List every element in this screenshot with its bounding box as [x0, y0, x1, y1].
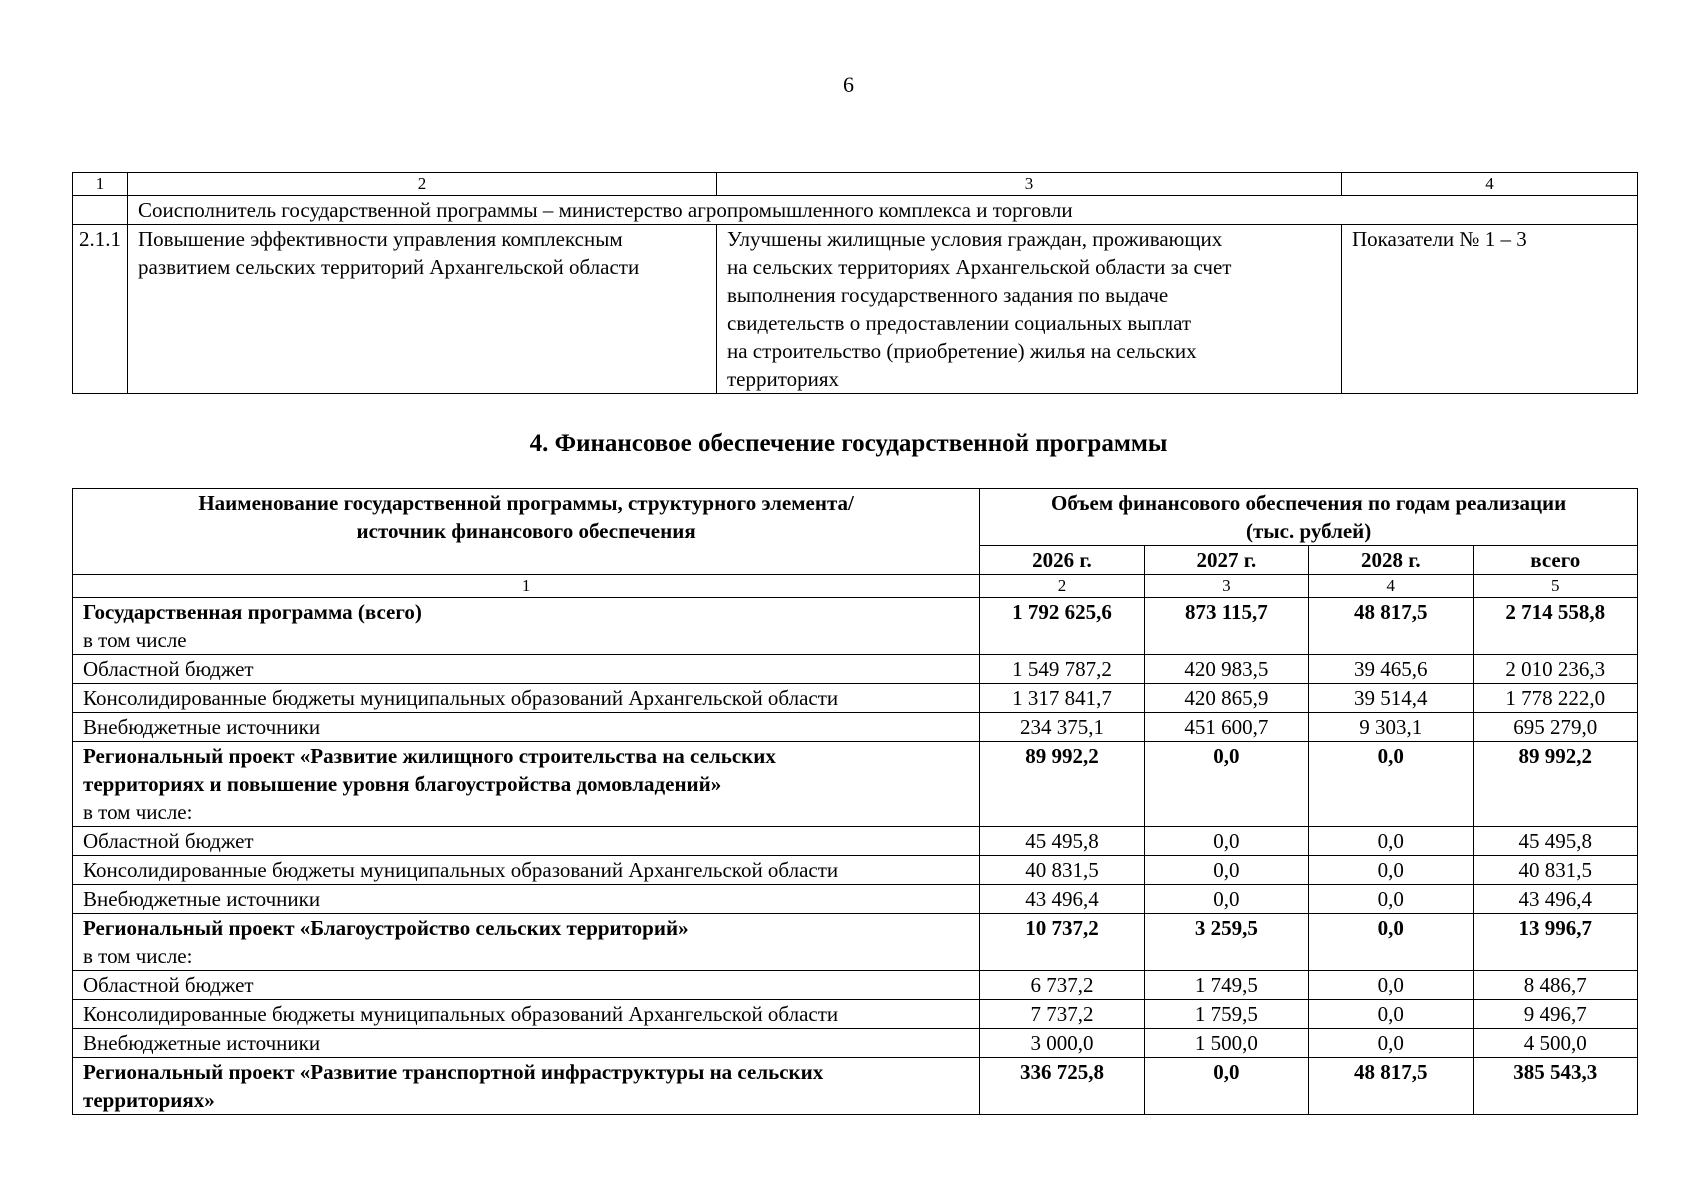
- row-year-value: 0,0: [1309, 742, 1473, 827]
- row-year-value: 39 465,6: [1309, 655, 1473, 684]
- row-name: [73, 885, 980, 914]
- row-name: [73, 1000, 980, 1029]
- finance-source-row: [73, 971, 1638, 1000]
- section-title: 4. Финансовое обеспечение государственной программы: [529, 430, 1168, 457]
- row-name-line: Региональный проект «Развитие жилищного строительства на сельских: [83, 744, 776, 768]
- row-total-value: 40 831,5: [1473, 856, 1637, 885]
- row-name: [73, 655, 980, 684]
- row-year-value: 451 600,7: [1144, 713, 1308, 742]
- row-year-value: 3 000,0: [980, 1029, 1144, 1058]
- row-total-value: 89 992,2: [1473, 742, 1637, 827]
- column-number: 5: [1473, 575, 1637, 598]
- finance-source-row: [73, 885, 1638, 914]
- column-number: 1: [73, 575, 980, 598]
- task-result-line: свидетельств о предоставлении социальных выплат: [727, 311, 1192, 335]
- row-total-value: 695 279,0: [1473, 713, 1637, 742]
- header-volume-line: (тыс. рублей): [1245, 519, 1372, 543]
- page-number: 6: [843, 72, 854, 97]
- header-name-line: источник финансового обеспечения: [356, 519, 696, 543]
- row-year-value: 1 317 841,7: [980, 684, 1144, 713]
- task-row: [73, 225, 1638, 394]
- row-year-value: 1 500,0: [1144, 1029, 1308, 1058]
- row-name: [73, 914, 980, 971]
- total-header: всего: [1473, 546, 1637, 575]
- task-name-line: развитием сельских территорий Архангельской области: [138, 255, 640, 279]
- column-number: 4: [1309, 575, 1473, 598]
- row-total-value: 2 010 236,3: [1473, 655, 1637, 684]
- column-number-row: [73, 575, 1638, 598]
- row-year-value: 0,0: [1144, 856, 1308, 885]
- header-volume-line: Объем финансового обеспечения по годам реализации: [1051, 491, 1567, 515]
- finance-group-row: [73, 914, 1638, 971]
- row-year-value: 48 817,5: [1309, 598, 1473, 655]
- row-year-value: 39 514,4: [1309, 684, 1473, 713]
- finance-group-row: [73, 598, 1638, 655]
- coexecutor-row: [73, 196, 1638, 225]
- row-name-line: Региональный проект «Благоустройство сельских территорий»: [83, 916, 689, 940]
- finance-group-row: [73, 1058, 1638, 1115]
- row-name-line: Региональный проект «Развитие транспортной инфраструктуры на сельских: [83, 1060, 824, 1084]
- finance-table: [72, 488, 1638, 1115]
- row-year-value: 0,0: [1144, 1058, 1308, 1115]
- row-name-line: Внебюджетные источники: [83, 1031, 321, 1055]
- row-year-value: 1 549 787,2: [980, 655, 1144, 684]
- row-year-value: 0,0: [1309, 1029, 1473, 1058]
- row-name: [73, 827, 980, 856]
- task-name: [128, 225, 717, 394]
- header-name: [73, 489, 980, 575]
- row-year-value: 873 115,7: [1144, 598, 1308, 655]
- row-year-value: 7 737,2: [980, 1000, 1144, 1029]
- row-year-value: 89 992,2: [980, 742, 1144, 827]
- row-name-line: Внебюджетные источники: [83, 887, 321, 911]
- row-year-value: 0,0: [1144, 742, 1308, 827]
- row-name-line: территориях»: [83, 1088, 215, 1112]
- year-header: 2026 г.: [980, 546, 1144, 575]
- row-name: [73, 1058, 980, 1115]
- row-name: [73, 598, 980, 655]
- row-year-value: 234 375,1: [980, 713, 1144, 742]
- column-number: 4: [1342, 173, 1638, 196]
- row-name-line: Внебюджетные источники: [83, 715, 321, 739]
- finance-group-row: [73, 742, 1638, 827]
- row-year-value: 0,0: [1309, 885, 1473, 914]
- row-year-value: 1 759,5: [1144, 1000, 1308, 1029]
- row-name: [73, 1029, 980, 1058]
- task-result-line: территориях: [727, 367, 840, 391]
- row-name-line: Консолидированные бюджеты муниципальных образований Архангельской области: [83, 858, 839, 882]
- task-result-line: на строительство (приобретение) жилья на сельских: [727, 339, 1197, 363]
- header-name-line: Наименование государственной программы, структурного элемента/: [198, 491, 854, 515]
- row-year-value: 3 259,5: [1144, 914, 1308, 971]
- row-year-value: 40 831,5: [980, 856, 1144, 885]
- finance-source-row: [73, 713, 1638, 742]
- row-name-line: Консолидированные бюджеты муниципальных образований Архангельской области: [83, 686, 839, 710]
- coexecutor-text: Соисполнитель государственной программы – министерство агропромышленного комплекса и торговли: [128, 196, 1638, 225]
- row-total-value: 4 500,0: [1473, 1029, 1637, 1058]
- row-total-value: 13 996,7: [1473, 914, 1637, 971]
- column-number-row: [73, 173, 1638, 196]
- row-year-value: 0,0: [1144, 885, 1308, 914]
- row-year-value: 0,0: [1309, 856, 1473, 885]
- row-subnote: в том числе: [83, 628, 187, 652]
- task-indicators: Показатели № 1 – 3: [1342, 225, 1638, 394]
- row-year-value: 0,0: [1309, 971, 1473, 1000]
- year-header: 2027 г.: [1144, 546, 1308, 575]
- finance-source-row: [73, 684, 1638, 713]
- row-subnote: в том числе:: [83, 800, 193, 824]
- column-number: 2: [128, 173, 717, 196]
- row-total-value: 45 495,8: [1473, 827, 1637, 856]
- finance-header-row: [73, 489, 1638, 546]
- finance-source-row: [73, 827, 1638, 856]
- row-year-value: 0,0: [1309, 827, 1473, 856]
- row-name: [73, 856, 980, 885]
- year-header: 2028 г.: [1309, 546, 1473, 575]
- row-name-line: Областной бюджет: [83, 829, 254, 853]
- task-result-line: Улучшены жилищные условия граждан, проживающих: [727, 227, 1223, 251]
- finance-source-row: [73, 655, 1638, 684]
- row-year-value: 420 983,5: [1144, 655, 1308, 684]
- row-total-value: 2 714 558,8: [1473, 598, 1637, 655]
- row-total-value: 1 778 222,0: [1473, 684, 1637, 713]
- row-name-line: Государственная программа (всего): [83, 600, 422, 624]
- row-year-value: 43 496,4: [980, 885, 1144, 914]
- task-result: [717, 225, 1342, 394]
- results-table: [72, 172, 1638, 394]
- row-year-value: 9 303,1: [1309, 713, 1473, 742]
- row-total-value: 9 496,7: [1473, 1000, 1637, 1029]
- row-year-value: 0,0: [1309, 914, 1473, 971]
- row-year-value: 1 792 625,6: [980, 598, 1144, 655]
- row-year-value: 45 495,8: [980, 827, 1144, 856]
- row-name-line: Областной бюджет: [83, 657, 254, 681]
- row-year-value: 6 737,2: [980, 971, 1144, 1000]
- row-year-value: 10 737,2: [980, 914, 1144, 971]
- finance-source-row: [73, 1000, 1638, 1029]
- row-name-line: Областной бюджет: [83, 973, 254, 997]
- row-name: [73, 713, 980, 742]
- row-name: [73, 742, 980, 827]
- row-total-value: 385 543,3: [1473, 1058, 1637, 1115]
- finance-source-row: [73, 856, 1638, 885]
- row-year-value: 48 817,5: [1309, 1058, 1473, 1115]
- column-number: 1: [73, 173, 128, 196]
- task-code: 2.1.1: [73, 225, 128, 394]
- task-result-line: выполнения государственного задания по выдаче: [727, 283, 1169, 307]
- row-year-value: 0,0: [1144, 827, 1308, 856]
- row-year-value: 0,0: [1309, 1000, 1473, 1029]
- row-year-value: 336 725,8: [980, 1058, 1144, 1115]
- row-year-value: 420 865,9: [1144, 684, 1308, 713]
- row-year-value: 1 749,5: [1144, 971, 1308, 1000]
- row-total-value: 43 496,4: [1473, 885, 1637, 914]
- task-name-line: Повышение эффективности управления комплексным: [138, 227, 623, 251]
- header-volume: [980, 489, 1638, 546]
- task-result-line: на сельских территориях Архангельской области за счет: [727, 255, 1232, 279]
- row-total-value: 8 486,7: [1473, 971, 1637, 1000]
- finance-source-row: [73, 1029, 1638, 1058]
- column-number: 3: [1144, 575, 1308, 598]
- row-name: [73, 684, 980, 713]
- row-subnote: в том числе:: [83, 944, 193, 968]
- row-name-line: Консолидированные бюджеты муниципальных образований Архангельской области: [83, 1002, 839, 1026]
- row-name-line: территориях и повышение уровня благоустройства домовладений»: [83, 772, 722, 796]
- column-number: 3: [717, 173, 1342, 196]
- column-number: 2: [980, 575, 1144, 598]
- row-name: [73, 971, 980, 1000]
